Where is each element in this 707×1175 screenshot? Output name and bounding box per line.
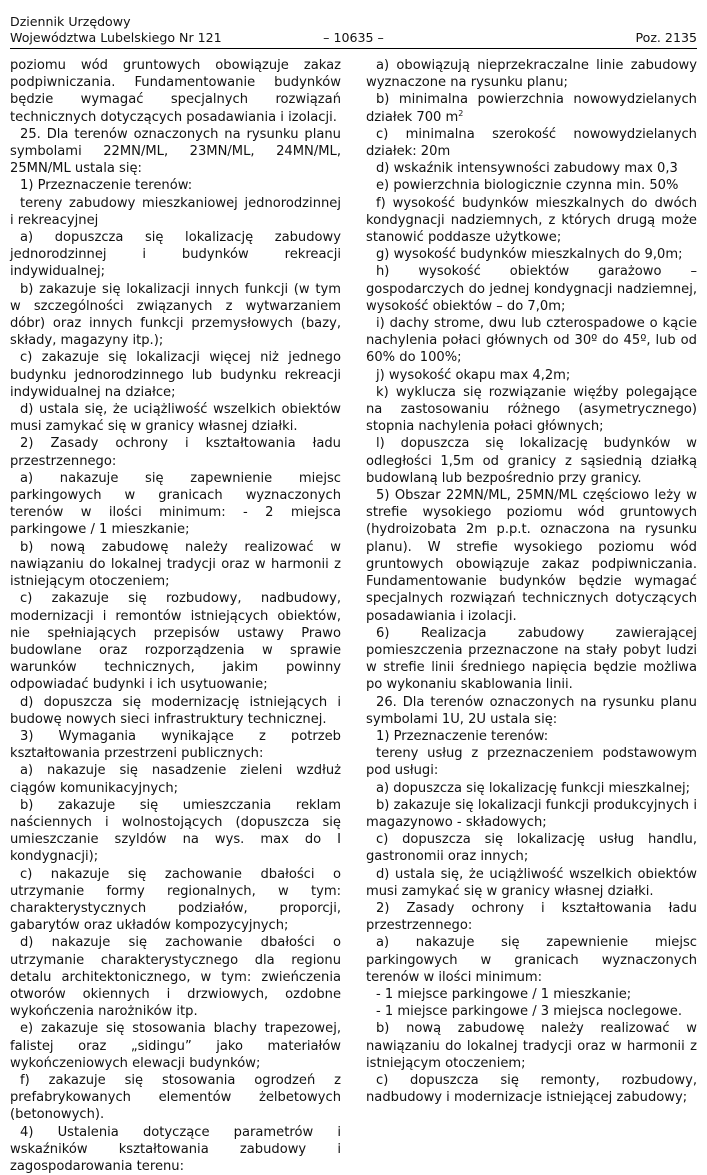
paragraph-text: h) wysokość obiektów garażowo – gospodarczych do jednej kondygnacji nadziemnej, wysokość obiektów – do 7,0m; (366, 264, 697, 314)
paragraph-text: poziomu wód gruntowych obowiązuje zakaz podpiwniczania. Fundamentowanie budynków będzie wymagać specjalnych rozwiązań technicznych dotyczących posadawiania i izolacji. (10, 58, 341, 125)
paragraph-text: tereny usług z przeznaczeniem podstawowym pod usługi: (366, 746, 697, 779)
paragraph (366, 831, 697, 865)
paragraph-text: d) wskaźnik intensywności zabudowy max 0,3 (376, 161, 678, 177)
paragraph (10, 590, 341, 693)
header-divider (10, 48, 697, 49)
paragraph-text: a) obowiązują nieprzekraczalne linie zabudowy wyznaczone na rysunku planu; (366, 58, 697, 91)
paragraph (366, 91, 697, 125)
paragraph (366, 866, 697, 900)
paragraph (366, 367, 697, 384)
paragraph-text: c) nakazuje się zachowanie dbałości o utrzymanie formy regionalnych, w tym: charakterystycznych podziałów, proporcji, gabarytów oraz układów kompozycyjnych; (10, 866, 341, 934)
paragraph-text: a) dopuszcza się lokalizację funkcji mieszkalnej; (376, 780, 691, 796)
paragraph (366, 797, 697, 831)
paragraph (10, 281, 341, 350)
paragraph-text: c) zakazuje się lokalizacji więcej niż jednego budynku jednorodzinnego lub budynku rekreacji indywidualnej na działce; (10, 350, 341, 400)
superscript: 2 (458, 108, 464, 118)
paragraph-text: f) zakazuje się stosowania ogrodzeń z prefabrykowanych elementów żelbetowych (betonowych). (10, 1072, 341, 1123)
paragraph-text: a) nakazuje się zapewnienie miejsc parkingowych w granicach wyznaczonych terenów w ilości minimum: - 2 miejsca parkingowe / 1 mieszkanie; (10, 470, 341, 538)
position-number: Poz. 2135 (635, 30, 697, 45)
paragraph (366, 246, 697, 263)
paragraph (10, 762, 341, 796)
paragraph (10, 401, 341, 435)
left-column (10, 57, 341, 1175)
paragraph-text: - 1 miejsce parkingowe / 3 miejsca noclegowe. (376, 1004, 683, 1020)
paragraph (10, 435, 341, 469)
paragraph-text: b) minimalna powierzchnia nowowydzielanych działek 700 m (366, 92, 697, 125)
paragraph-text: l) dopuszcza się lokalizację budynków w odległości 1,5m od granicy z sąsiednią działką budowlaną lub bezpośrednio przy granicy. (366, 436, 697, 486)
paragraph-text: b) nową zabudowę należy realizować w nawiązaniu do lokalnej tradycji oraz w harmonii z istniejącym otoczeniem; (10, 539, 341, 590)
paragraph-text: a) nakazuje się nasadzenie zieleni wzdłuż ciągów komunikacyjnych; (10, 763, 341, 796)
paragraph-text: c) zakazuje się rozbudowy, nadbudowy, modernizacji i remontów istniejących obiektów, nie spełniających przepisów ustawy Prawo budowlane oraz rozporządzenia w sprawie warunków technicznych, jakim powinny odpowiadać budynki i ich usytuowanie; (10, 591, 341, 693)
paragraph (366, 487, 697, 625)
paragraph (366, 934, 697, 986)
paragraph-text: c) minimalna szerokość nowowydzielanych działek: 20m (366, 126, 697, 160)
paragraph (366, 1020, 697, 1072)
paragraph-text: tereny zabudowy mieszkaniowej jednorodzinnej i rekreacyjnej (10, 195, 341, 228)
paragraph (10, 539, 341, 591)
paragraph (10, 229, 341, 281)
paragraph (10, 57, 341, 126)
paragraph-text: i) dachy strome, dwu lub czterospadowe o kącie nachylenia połaci głównych od 30º do 45º, lub od 60% do 100%; (366, 316, 697, 366)
paragraph (10, 866, 341, 935)
paragraph (10, 1072, 341, 1124)
paragraph (10, 1124, 341, 1175)
paragraph-text: e) zakazuje się stosowania blachy trapezowej, falistej oraz „sidingu” jako materiałów wykończeniowych elewacji budynków; (10, 1021, 341, 1071)
paragraph (10, 195, 341, 229)
paragraph (366, 126, 697, 160)
paragraph (366, 177, 697, 194)
paragraph-text: 25. Dla terenów oznaczonych na rysunku planu symbolami 22MN/ML, 23MN/ML, 24MN/ML, 25MN/ML ustala się: (10, 126, 341, 177)
paragraph-text: b) zakazuje się lokalizacji innych funkcji (w tym w szczególności związanych z wytwarzaniem dóbr) oraz innych funkcji przemysłowych (bazy, składy, magazyny itp.); (10, 281, 341, 349)
paragraph (10, 470, 341, 539)
paragraph (10, 934, 341, 1020)
paragraph (366, 728, 697, 745)
paragraph (366, 780, 697, 797)
paragraph (366, 57, 697, 91)
paragraph (366, 986, 697, 1003)
paragraph-text: 5) Obszar 22MN/ML, 25MN/ML częściowo leży w strefie wysokiego poziomu wód gruntowych (hydroizobata 2m p.p.t. oznaczona na rysunku planu). W strefie wysokiego poziomu wód gruntowych obowiązuje zakaz podpiwniczania. Fundamentowanie budynków będzie wymagać specjalnych rozwiązań technicznych dotyczących posadawiania i izolacji. (366, 488, 697, 624)
page-header (10, 14, 697, 48)
paragraph-text: 3) Wymagania wynikające z potrzeb kształtowania przestrzeni publicznych: (10, 728, 341, 762)
paragraph-text: 4) Ustalenia dotyczące parametrów i wskaźników kształtowania zabudowy i zagospodarowania terenu: (10, 1124, 341, 1174)
paragraph-text: b) zakazuje się lokalizacji funkcji produkcyjnych i magazynowo - składowych; (366, 797, 697, 830)
paragraph (366, 435, 697, 487)
paragraph-text: g) wysokość budynków mieszkalnych do 9,0m; (376, 247, 683, 263)
paragraph (366, 160, 697, 177)
paragraph-text: c) dopuszcza się remonty, rozbudowy, nadbudowy i modernizacje istniejącej zabudowy; (366, 1072, 697, 1106)
paragraph-text: 6) Realizacja zabudowy zawierającej pomieszczenia przeznaczone na stały pobyt ludzi w strefie linii średniego napięcia będzie możliwa po wykonaniu skablowania linii. (366, 625, 697, 693)
paragraph (366, 694, 697, 728)
paragraph-text: 26. Dla terenów oznaczonych na rysunku planu symbolami 1U, 2U ustala się: (366, 694, 697, 727)
paragraph (366, 900, 697, 934)
paragraph (366, 1003, 697, 1020)
paragraph (10, 1020, 341, 1072)
paragraph-text: a) dopuszcza się lokalizację zabudowy jednorodzinnej i budynków rekreacji indywidualnej; (10, 230, 341, 280)
paragraph-text: d) dopuszcza się modernizację istniejących i budowę nowych sieci infrastruktury technicznej. (10, 694, 341, 727)
paragraph-text: 1) Przeznaczenie terenów: (376, 728, 549, 744)
paragraph (366, 1072, 697, 1106)
paragraph-text: d) nakazuje się zachowanie dbałości o utrzymanie charakterystycznego dla regionu detalu architektonicznego, w tym: zwieńczenia otworów okiennych i drzwiowych, ozdobne wykończenia narożników itp. (10, 935, 341, 1020)
paragraph (10, 349, 341, 401)
paragraph-text: 2) Zasady ochrony i kształtowania ładu przestrzennego: (366, 900, 697, 934)
right-column (366, 57, 697, 1106)
paragraph (366, 195, 697, 247)
paragraph-text: f) wysokość budynków mieszkalnych do dwóch kondygnacji nadziemnych, z których drugą może stanowić poddasze użytkowe; (366, 195, 697, 246)
paragraph (10, 694, 341, 728)
paragraph-text: a) nakazuje się zapewnienie miejsc parkingowych w granicach wyznaczonych terenów w ilości minimum: (366, 935, 697, 985)
paragraph-text: b) nową zabudowę należy realizować w nawiązaniu do lokalnej tradycji oraz w harmonii z istniejącym otoczeniem; (366, 1021, 697, 1071)
journal-title-line2: Województwa Lubelskiego Nr 121 (10, 30, 222, 45)
paragraph (10, 728, 341, 762)
paragraph-text: c) dopuszcza się lokalizację usług handlu, gastronomii oraz innych; (366, 832, 697, 865)
paragraph-text: k) wyklucza się rozwiązanie więźby polegające na zastosowaniu różnego (asymetrycznego) stopnia nachylenia połaci głównych; (366, 384, 697, 435)
paragraph-text: b) zakazuje się umieszczania reklam naściennych i wolnostojących (dopuszcza się umieszczanie szyldów na wys. max do I kondygnacji); (10, 797, 341, 865)
paragraph (366, 745, 697, 779)
paragraph-text: d) ustala się, że uciążliwość wszelkich obiektów musi zamykać się w granicy własnej działki. (10, 402, 341, 435)
paragraph (10, 126, 341, 178)
paragraph (366, 384, 697, 436)
paragraph-text: 2) Zasady ochrony i kształtowania ładu przestrzennego: (10, 436, 341, 469)
paragraph-text: 1) Przeznaczenie terenów: (20, 178, 193, 194)
paragraph (10, 177, 341, 194)
paragraph (366, 263, 697, 315)
paragraph-text: d) ustala się, że uciążliwość wszelkich obiektów musi zamykać się w granicy własnej działki. (366, 866, 697, 899)
journal-title-line1: Dziennik Urzędowy (10, 14, 131, 29)
page-number: – 10635 – (323, 30, 384, 45)
paragraph-text: e) powierzchnia biologicznie czynna min. 50% (376, 178, 679, 194)
paragraph (366, 625, 697, 694)
paragraph (366, 315, 697, 367)
paragraph-text: - 1 miejsce parkingowe / 1 mieszkanie; (376, 986, 632, 1002)
paragraph (10, 797, 341, 866)
paragraph-text: j) wysokość okapu max 4,2m; (376, 367, 571, 383)
